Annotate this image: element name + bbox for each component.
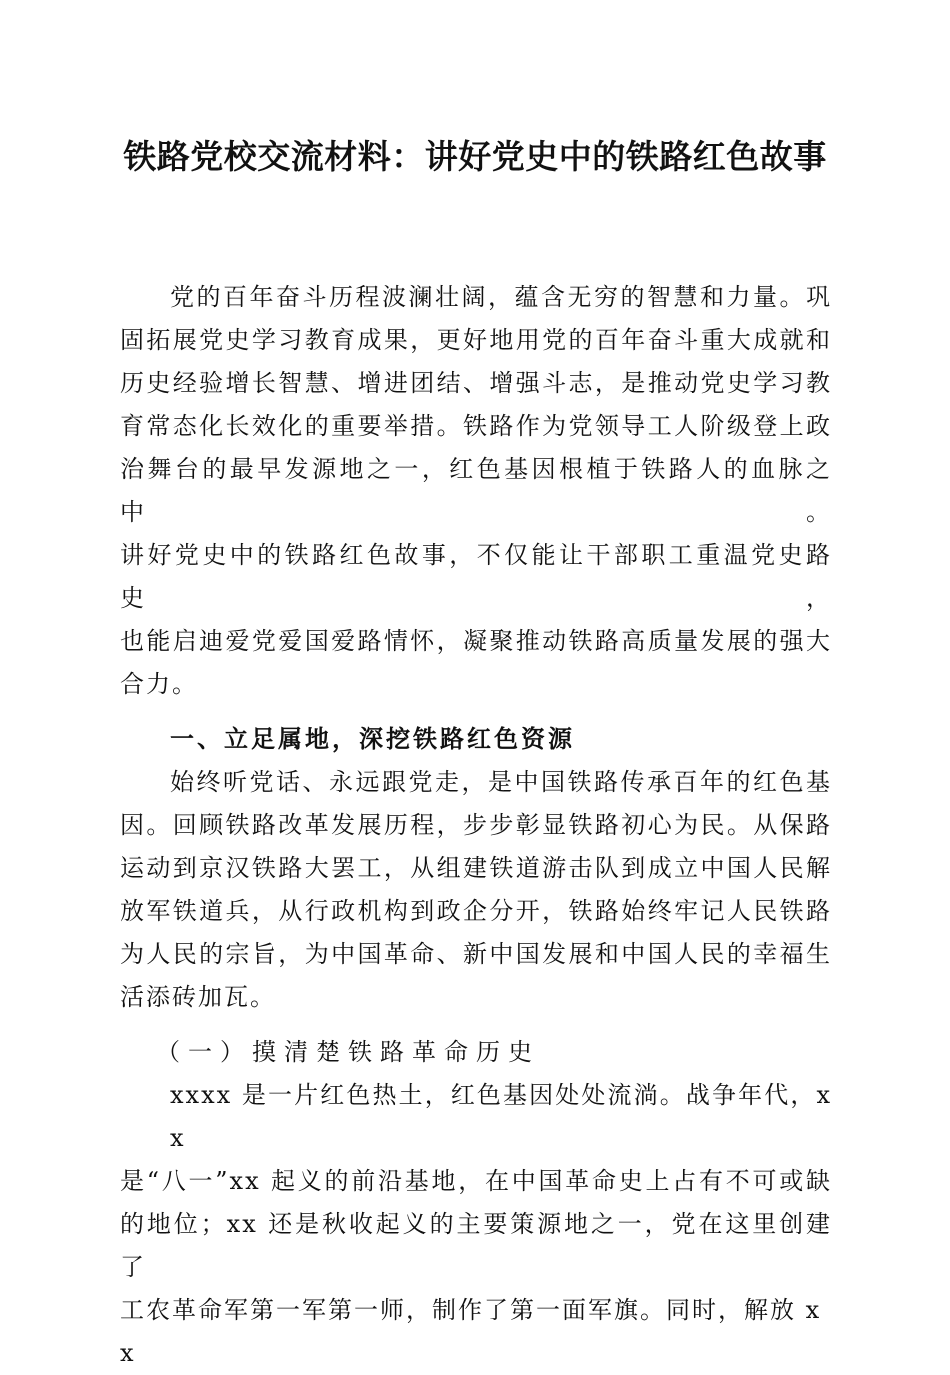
text-line: 为人民的宗旨，为中国革命、新中国发展和中国人民的幸福生	[120, 940, 832, 968]
section-heading: 一、立足属地，深挖铁路红色资源	[170, 725, 575, 753]
paragraph	[120, 761, 832, 1019]
text-line: 固拓展党史学习教育成果，更好地用党的百年奋斗重大成就和	[120, 326, 832, 354]
document-body	[120, 276, 832, 1375]
text-line: 运动到京汉铁路大罢工，从组建铁道游击队到成立中国人民解	[120, 854, 832, 882]
text-line: 党的百年奋斗历程波澜壮阔，蕴含无穷的智慧和力量。巩	[170, 283, 832, 311]
text-line: 工农革命军第一军第一师，制作了第一面军旗。同时，解放 xx	[120, 1296, 822, 1367]
paragraph	[120, 276, 832, 706]
text-line: 讲好党史中的铁路红色故事，不仅能让干部职工重温党史路史，	[120, 541, 832, 612]
text-line: 活添砖加瓦。	[120, 983, 276, 1011]
paragraph	[120, 1074, 832, 1375]
text-line: 的地位；xx 还是秋收起义的主要策源地之一，党在这里创建了	[120, 1210, 832, 1281]
subsection-heading: （一）摸清楚铁路革命历史	[156, 1038, 540, 1066]
text-line: 放军铁道兵，从行政机构到政企分开，铁路始终牢记人民铁路	[120, 897, 832, 925]
text-line: 育常态化长效化的重要举措。铁路作为党领导工人阶级登上政	[120, 412, 832, 440]
text-line: 治舞台的最早发源地之一，红色基因根植于铁路人的血脉之中。	[120, 455, 832, 526]
text-line: 始终听党话、永远跟党走，是中国铁路传承百年的红色基	[170, 768, 832, 796]
text-line: 合力。	[120, 670, 198, 698]
document-title: 铁路党校交流材料：讲好党史中的铁路红色故事	[123, 137, 827, 176]
text-line: 因。回顾铁路改革发展历程，步步彰显铁路初心为民。从保路	[120, 811, 832, 839]
text-line: 也能启迪爱党爱国爱路情怀，凝聚推动铁路高质量发展的强大	[120, 627, 832, 655]
text-line: 是“八一”xx 起义的前沿基地，在中国革命史上占有不可或缺	[120, 1167, 832, 1195]
text-line: xxxx 是一片红色热土，红色基因处处流淌。战争年代，xx	[170, 1081, 832, 1152]
text-line: 历史经验增长智慧、增进团结、增强斗志，是推动党史学习教	[120, 369, 832, 397]
